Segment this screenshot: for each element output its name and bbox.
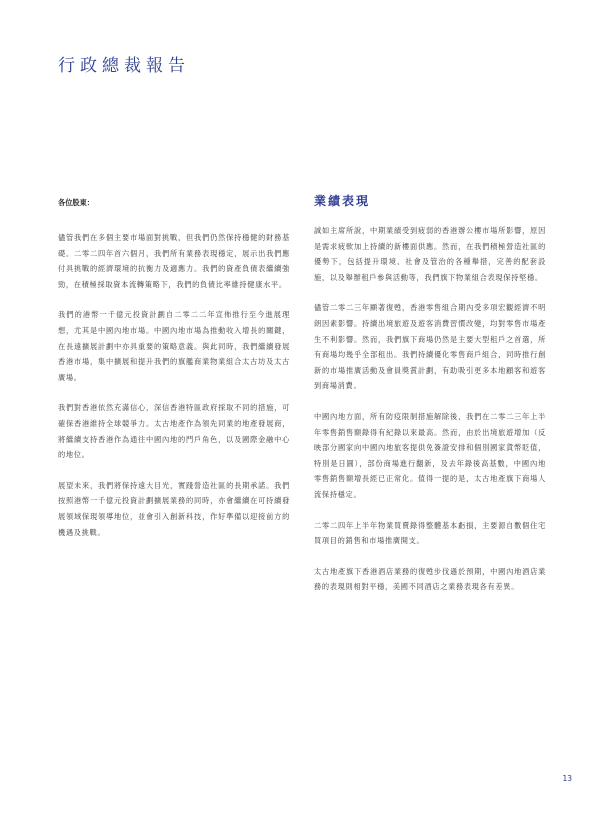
paragraph: 我們的港幣一千億元投資計劃自二零二二年宣佈推行至今進展理想，尤其是中國內地市場。中國內地市場為推動收入增長的關鍵，在長遠擴展計劃中亦具重要的策略意義。與此同時，我們繼續發展香港市場，集中擴展和提升我們的旗艦商業物業組合太古坊及太古廣場。 (58, 310, 290, 382)
paragraph: 我們對香港依然充滿信心，深信香港特區政府採取不同的措施，可確保香港維持全球競爭力。太古地產作為領先同業的地產發展商，將繼續支持香港作為通往中國內地的門戶角色，以及國際金融中心的地位。 (58, 403, 290, 460)
paragraph: 儘管二零二三年顯著復甦，香港零售組合期內受多項宏觀經濟不明朗因素影響。持續出境旅遊及遊客消費習慣改變，均對零售市場產生不利影響。然而，我們旗下商場仍然是主要大型租戶之首選，所有商場均幾乎全部租出。我們持續優化零售商戶組合，同時推行創新的市場推廣活動及會員獎賞計劃，有助吸引更多本地顧客和遊客到商場消費。 (314, 303, 546, 391)
page-number: 13 (562, 774, 572, 783)
paragraph: 中國內地方面，所有防疫限制措施解除後，我們在二零二三年上半年零售銷售額錄得有紀錄以來最高。然而，由於出境旅遊增加（反映部分國家向中國內地旅客提供免簽證安排和個別國家貨幣貶值，特別是日圓），部份商場進行翻新，及去年錄後高基數，中國內地零售銷售額增長經已正常化。值得一提的是，太古地產旗下商場人流保持穩定。 (314, 411, 546, 499)
paragraph: 太古地產旗下香港酒店業務的復甦步伐遜於預期，中國內地酒店業務的表現則相對平穩，美國不同酒店之業務表現各有差異。 (314, 566, 546, 592)
paragraph: 二零二四年上半年物業買賣錄得整體基本虧損，主要源自數個住宅買項目的銷售和市場推廣開支。 (314, 520, 546, 546)
paragraph: 展望未來，我們將保持遠大目光，實踐營造社區的長期承諾。我們按照港幣一千億元投資計劃擴展業務的同時，亦會繼續在可持續發展領域保現領導地位，並會引入創新科技，作好準備以迎接前方的機遇及挑戰。 (58, 480, 290, 537)
paragraph: 儘管我們在多個主要市場面對挑戰，但我們仍然保持穩健的財務基礎。二零二四年首六個月，我們所有業務表現穩定，展示出我們應付具挑戰的經濟環境的抗衡力及適應力。我們的資產負債表繼續強勁，在積極採取資本流轉策略下，我們的負債比率維持健康水平。 (58, 233, 290, 289)
page-title: 行政總裁報告 (58, 56, 190, 77)
salutation: 各位股東： (58, 198, 94, 207)
left-column (58, 198, 290, 555)
right-column (314, 194, 546, 610)
paragraph: 誠如主席所說，中期業績受到疲弱的香港辦公樓市場所影響，原因是需求疲軟加上持續的新樓面供應。然而，在我們積極營造社區的優勢下，包括提升環境、社會及管治的各種舉措，完善的配套設施，以及舉辦租戶參與活動等，我們旗下物業組合表現保持堅穩。 (314, 226, 546, 282)
section-heading: 業績表現 (314, 194, 371, 208)
